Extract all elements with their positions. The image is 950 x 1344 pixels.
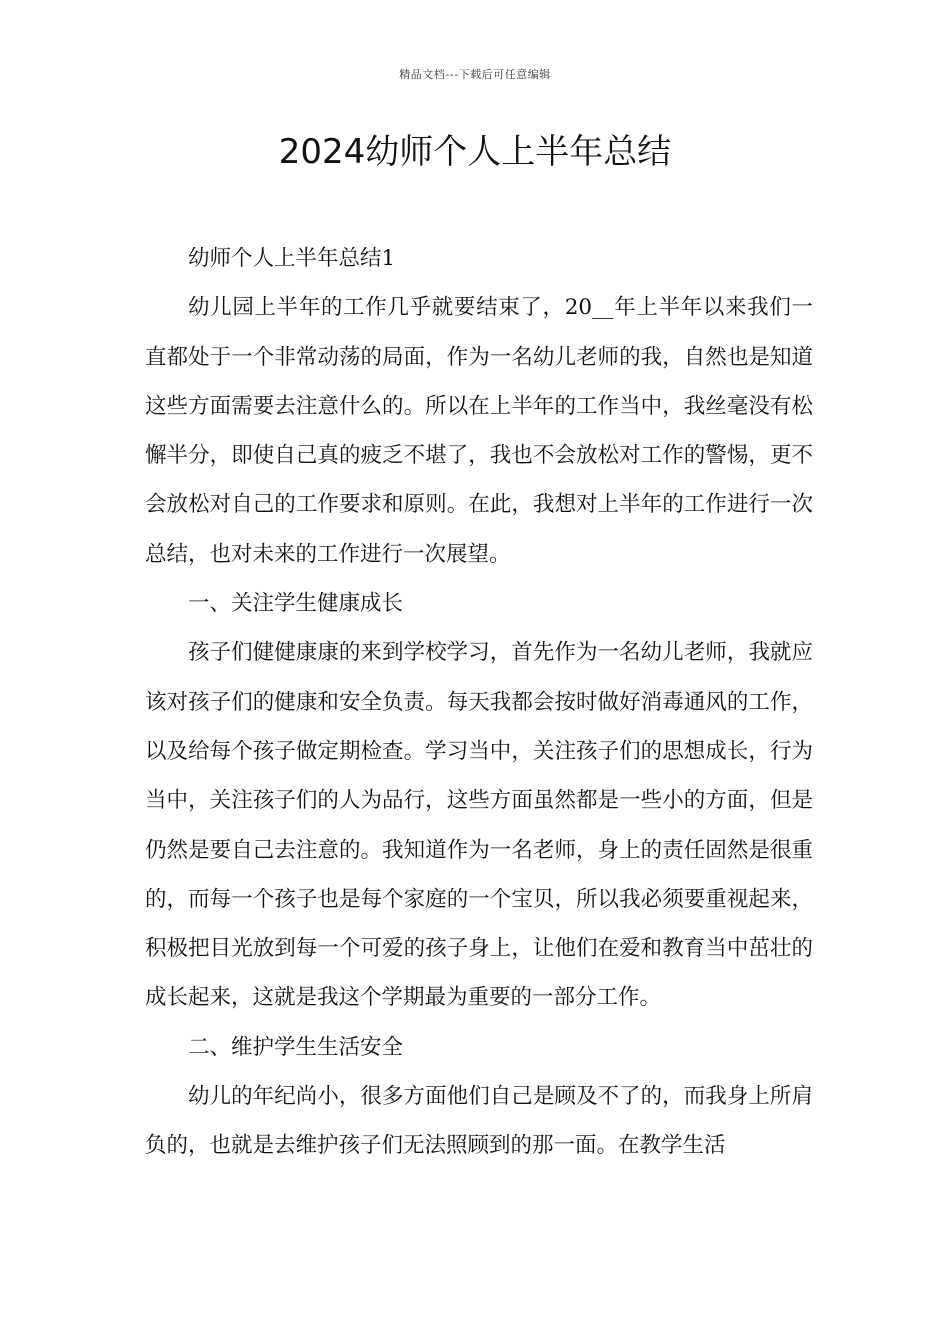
section-heading: 幼师个人上半年总结1	[188, 246, 396, 271]
paragraph: 孩子们健健康康的来到学校学习，首先作为一名幼儿老师，我就应该对孩子们的健康和安全负责。每天我都会按时做好消毒通风的工作，以及给每个孩子做定期检查。学习当中，关注孩子们的思想成长，行为当中，关注孩子们的人为品行，这些方面虽然都是一些小的方面，但是仍然是要自己去注意的。我知道作为一名老师，身上的责任固然是很重的，而每一个孩子也是每个家庭的一个宝贝，所以我必须要重视起来，积极把目光放到每一个可爱的孩子身上，让他们在爱和教育当中茁壮的成长起来，这就是我这个学期最为重要的一部分工作。	[145, 640, 813, 1011]
header-note: 精品文档---下载后可任意编辑	[399, 68, 551, 81]
section-heading: 二、维护学生生活安全	[188, 1034, 404, 1060]
paragraph: 幼儿园上半年的工作几乎就要结束了，20__年上半年以来我们一直都处于一个非常动荡的局面，作为一名幼儿老师的我，自然也是知道这些方面需要去注意什么的。所以在上半年的工作当中，我丝毫没有松懈半分，即使自己真的疲乏不堪了，我也不会放松对工作的警惕，更不会放松对自己的工作要求和原则。在此，我想对上半年的工作进行一次总结，也对未来的工作进行一次展望。	[145, 295, 813, 567]
section-heading: 一、关注学生健康成长	[188, 591, 404, 617]
paragraph: 幼儿的年纪尚小，很多方面他们自己是顾及不了的，而我身上所肩负的，也就是去维护孩子们无法照顾到的那一面。在教学生活	[145, 1084, 813, 1159]
document-title: 2024幼师个人上半年总结	[278, 132, 672, 172]
document-body	[145, 234, 813, 1171]
